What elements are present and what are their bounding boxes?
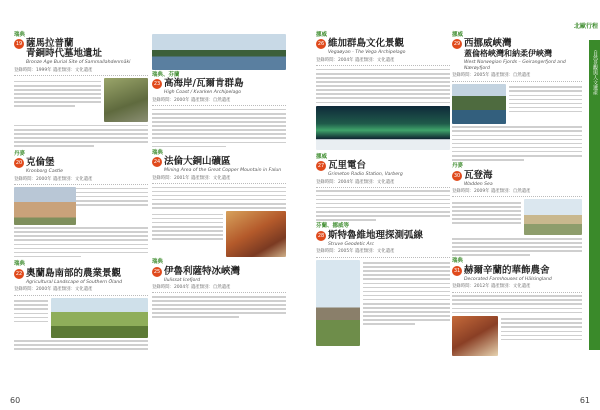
- entry-subtitle: Decorated Farmhouses of Hälsingland: [464, 276, 552, 282]
- entry-meta: 登錄時間：2000年 遺產類別：文化遺產: [14, 287, 148, 295]
- entry-number: 26: [317, 41, 325, 48]
- entry-number: 23: [153, 81, 161, 88]
- entry-number: 20: [15, 160, 23, 167]
- country-tag: 瑞典、芬蘭: [152, 72, 180, 78]
- entry-20: [14, 151, 148, 258]
- entry-title-line2: 蓋倫格峽灣和納柔伊峽灣: [464, 49, 552, 59]
- right-col-1: [316, 30, 450, 346]
- entry-19: [14, 32, 148, 147]
- entry-title: 法倫大銅山礦區: [164, 156, 231, 168]
- entry-title: 斯特魯維地理探測弧線: [328, 229, 424, 241]
- entry-number: 25: [153, 268, 161, 275]
- farmhouse-photo: [452, 316, 498, 356]
- entry-27: [316, 154, 450, 221]
- entry-title: 伊魯利薩特冰峽灣: [164, 265, 241, 277]
- entry-meta: 登錄時間：1999年 遺產類別：文化遺產: [14, 68, 148, 76]
- country-tag: 挪威: [316, 32, 328, 38]
- entry-title: 瓦登海: [464, 169, 493, 181]
- wadden-sea-photo: [524, 199, 582, 235]
- section-corner-label: 北歐行程: [573, 23, 598, 30]
- entry-meta: 登錄時間：2005年 遺產類別：文化遺產: [316, 249, 450, 257]
- copper-mine-photo: [226, 211, 286, 257]
- entry-title: 瓦里電台: [328, 160, 367, 172]
- entry-title: 維加群島文化景觀: [328, 38, 405, 50]
- left-col-2: [152, 34, 286, 321]
- entry-meta: 登錄時間：2004年 遺產類別：文化遺產: [316, 58, 450, 66]
- entry-30: [452, 163, 582, 256]
- entry-title: 高海岸/瓦爾肯群島: [164, 78, 244, 90]
- entry-meta: 登錄時間：2004年 遺產類別：文化遺產: [316, 180, 450, 188]
- entry-subtitle: Kronborg Castle: [26, 169, 63, 175]
- entry-title: 赫爾辛蘭的華飾農舍: [464, 264, 550, 276]
- entry-number: 29: [453, 41, 461, 48]
- fjord-photo: [452, 84, 506, 124]
- entry-number: 22: [15, 270, 23, 277]
- entry-title: 克倫堡: [26, 157, 55, 169]
- entry-subtitle: Agricultural Landscape of Southern Öland: [26, 279, 123, 285]
- entry-29: [452, 32, 582, 161]
- entry-meta: 登錄時間：2000年 遺產類別：文化遺產: [14, 177, 148, 185]
- entry-title-line2: 青銅時代墓地遺址: [26, 48, 103, 60]
- high-coast-photo: [152, 34, 286, 70]
- right-page: [300, 0, 600, 410]
- entry-number: 27: [317, 163, 325, 170]
- entry-meta: 登錄時間：2009年 遺產類別：自然遺產: [452, 189, 582, 197]
- entry-title: 西挪威峽灣: [464, 38, 512, 50]
- section-sidebar: [589, 40, 600, 350]
- entry-23: [152, 72, 286, 147]
- country-tag: 丹麥: [452, 163, 464, 170]
- country-tag: 瑞典: [452, 258, 464, 265]
- entry-title: 薩馬拉普蘭: [26, 38, 74, 50]
- farmland-photo: [51, 298, 148, 338]
- country-tag: 挪威: [316, 153, 328, 160]
- entry-24: [152, 150, 286, 257]
- entry-title: 奧蘭島南部的農業景觀: [26, 267, 122, 279]
- entry-number: 19: [15, 41, 23, 48]
- country-tag: 瑞典: [152, 149, 164, 156]
- left-col-1: [14, 30, 148, 353]
- entry-subtitle: Bronze Age Burial Site of Sammallahdenmäki: [26, 60, 131, 66]
- country-tag: 瑞典: [152, 259, 164, 266]
- entry-number: 31: [453, 267, 461, 274]
- country-tag: 瑞典: [14, 261, 26, 268]
- struve-arc-photo: [316, 260, 360, 346]
- entry-26: [316, 32, 450, 150]
- burial-site-photo: [104, 78, 148, 122]
- entry-22: [14, 261, 148, 350]
- entry-subtitle: Wadden Sea: [464, 181, 493, 187]
- entry-meta: 登錄時間：2000年 遺產類別：自然遺產: [152, 98, 286, 106]
- entry-subtitle: West Norwegian Fjords – Geirangerfjord and Nærøyfjord: [464, 60, 566, 71]
- page-number-right: 61: [579, 395, 590, 405]
- country-tag: 挪威: [452, 32, 464, 38]
- entry-meta: 登錄時間：2005年 遺產類別：自然遺產: [452, 73, 582, 81]
- right-col-2: [452, 30, 582, 356]
- entry-meta: 登錄時間：2012年 遺產類別：文化遺產: [452, 284, 582, 292]
- entry-subtitle: Mining Area of the Great Copper Mountain in Falun: [164, 168, 282, 174]
- country-tag: 瑞典: [14, 32, 26, 38]
- country-tag: 芬蘭、挪威等: [316, 223, 350, 230]
- entry-meta: 登錄時間：2004年 遺產類別：自然遺產: [152, 285, 286, 293]
- entry-number: 30: [453, 172, 461, 179]
- entry-subtitle: Ilulissat Icefjord: [164, 277, 201, 283]
- entry-number: 24: [153, 159, 161, 166]
- country-tag: 丹麥: [14, 150, 26, 157]
- page-number-left: 60: [10, 395, 21, 405]
- entry-subtitle: Grimeton Radio Station, Varberg: [328, 172, 403, 178]
- entry-number: 28: [317, 232, 325, 239]
- entry-28: [316, 223, 450, 345]
- entry-subtitle: Struve Geodetic Arc: [328, 241, 375, 247]
- vega-aurora-photo: [316, 106, 450, 150]
- entry-subtitle: High Coast / Kvarken Archipelago: [164, 90, 242, 96]
- entry-25: [152, 259, 286, 318]
- entry-meta: 登錄時間：2001年 遺產類別：文化遺產: [152, 176, 286, 184]
- sidebar-label: 自然景觀與人文遺產: [592, 50, 598, 95]
- entry-31: [452, 258, 582, 355]
- castle-photo: [14, 187, 76, 225]
- entry-subtitle: Vegaøyan - The Vega Archipelago: [328, 50, 406, 56]
